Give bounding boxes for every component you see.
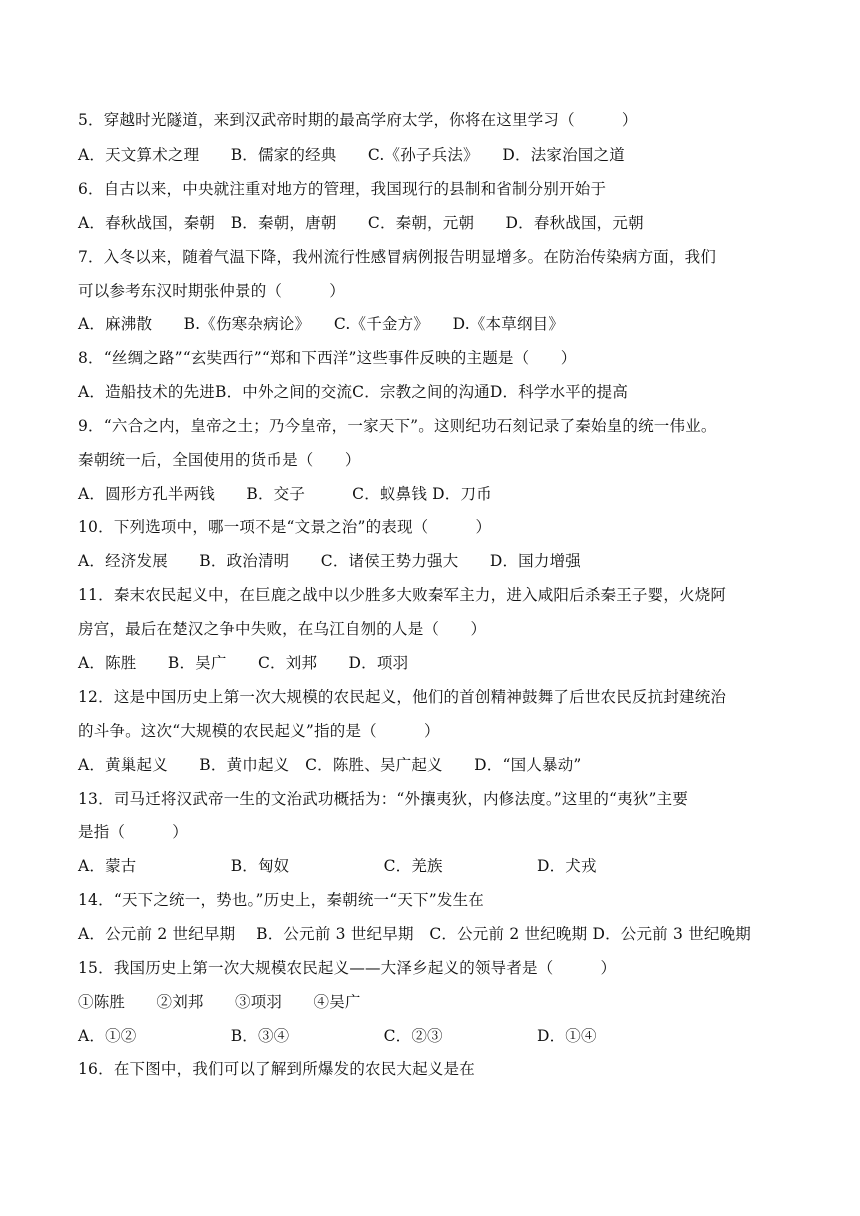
question-12-options: A．黄巢起义 B．黄巾起义 C．陈胜、吴广起义 D．“国人暴动” — [78, 756, 582, 774]
question-14-options: A．公元前 2 世纪早期 B．公元前 3 世纪早期 C．公元前 2 世纪晚期 D．公元前 3 世纪晚期 — [78, 925, 751, 943]
question-15-choices: ①陈胜 ②刘邦 ③项羽 ④吴广 — [78, 993, 361, 1011]
question-8-options: A．造船技术的先进B．中外之间的交流C．宗教之间的沟通D．科学水平的提高 — [78, 383, 629, 401]
question-11-stem-line-1: 11．秦末农民起义中，在巨鹿之战中以少胜多大败秦军主力，进入咸阳后杀秦王子婴，火烧阿 — [78, 586, 727, 604]
question-15-options: A．①② B．③④ C．②③ D．①④ — [78, 1027, 597, 1045]
question-14-stem: 14．“天下之统一，势也。”历史上，秦朝统一“天下”发生在 — [78, 891, 484, 909]
question-13-stem-line-1: 13．司马迁将汉武帝一生的文治武功概括为：“外攘夷狄，内修法度。”这里的“夷狄”主要 — [78, 790, 689, 808]
question-6-stem: 6．自古以来，中央就注重对地方的管理，我国现行的县制和省制分别开始于 — [78, 180, 607, 198]
question-15-stem: 15．我国历史上第一次大规模农民起义——大泽乡起义的领导者是（ ） — [78, 959, 617, 977]
question-9-stem-line-2: 秦朝统一后，全国使用的货币是（ ） — [78, 451, 361, 469]
question-16-stem: 16．在下图中，我们可以了解到所爆发的农民大起义是在 — [78, 1060, 475, 1078]
question-13-options: A．蒙古 B．匈奴 C．羌族 D．犬戎 — [78, 857, 597, 875]
question-11-stem-line-2: 房宫，最后在楚汉之争中失败，在乌江自刎的人是（ ） — [78, 620, 487, 638]
question-12-stem-line-1: 12．这是中国历史上第一次大规模的农民起义，他们的首创精神鼓舞了后世农民反抗封建统治 — [78, 688, 727, 706]
question-11-options: A．陈胜 B．吴广 C．刘邦 D．项羽 — [78, 654, 409, 672]
question-9-stem-line-1: 9．“六合之内，皇帝之土；乃今皇帝，一家天下”。这则纪功石刻记录了秦始皇的统一伟业。 — [78, 417, 717, 435]
question-8-stem: 8．“丝绸之路”“玄奘西行”“郑和下西洋”这些事件反映的主题是（ ） — [78, 349, 577, 367]
question-10-options: A．经济发展 B．政治清明 C．诸侯王势力强大 D．国力增强 — [78, 552, 581, 570]
question-12-stem-line-2: 的斗争。这次“大规模的农民起义”指的是（ ） — [78, 722, 440, 740]
question-7-stem-line-2: 可以参考东汉时期张仲景的（ ） — [78, 282, 345, 300]
question-9-options: A．圆形方孔半两钱 B．交子 C．蚁鼻钱 D．刀币 — [78, 485, 492, 503]
question-5-options: A．天文算术之理 B．儒家的经典 C.《孙子兵法》 D．法家治国之道 — [78, 146, 625, 164]
question-5-stem: 5．穿越时光隧道，来到汉武帝时期的最高学府太学，你将在这里学习（ ） — [78, 111, 638, 129]
question-10-stem: 10．下列选项中，哪一项不是“文景之治”的表现（ ） — [78, 518, 492, 536]
question-7-stem-line-1: 7．入冬以来，随着气温下降，我州流行性感冒病例报告明显增多。在防治传染病方面，我们 — [78, 248, 717, 266]
question-6-options: A．春秋战国，秦朝 B．秦朝，唐朝 C．秦朝，元朝 D．春秋战国，元朝 — [78, 214, 644, 232]
question-13-stem-line-2: 是指（ ） — [78, 823, 188, 841]
question-7-options: A．麻沸散 B.《伤寒杂病论》 C.《千金方》 D.《本草纲目》 — [78, 315, 565, 333]
